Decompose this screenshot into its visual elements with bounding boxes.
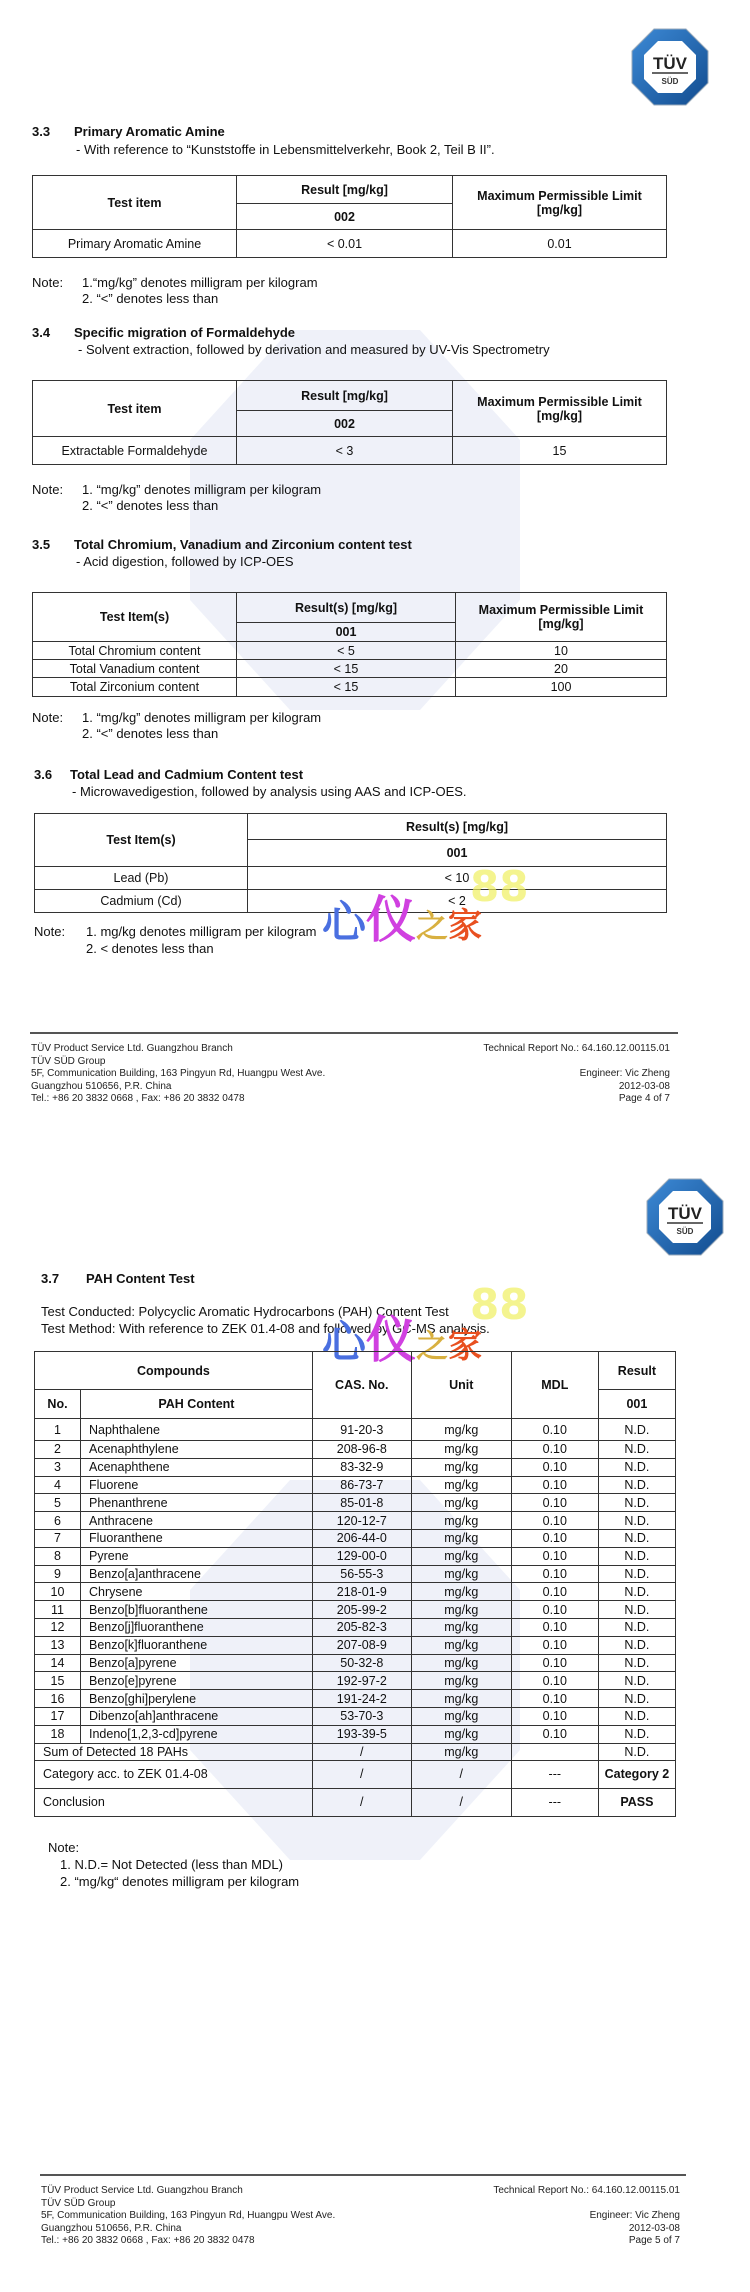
tuv-sud-logo bbox=[630, 27, 710, 107]
cell-result: < 15 bbox=[237, 660, 456, 678]
cell-mdl bbox=[511, 1743, 598, 1760]
cell-result: N.D. bbox=[598, 1636, 675, 1654]
cell-compound: Acenaphthylene bbox=[81, 1441, 313, 1459]
cell-mdl: 0.10 bbox=[511, 1583, 598, 1601]
section-title: PAH Content Test bbox=[86, 1271, 195, 1286]
header-limit: Maximum Permissible Limit [mg/kg] bbox=[456, 593, 667, 642]
test-conducted: Test Conducted: Polycyclic Aromatic Hydrocarbons (PAH) Content Test bbox=[41, 1304, 449, 1319]
table-row bbox=[33, 660, 667, 678]
cell-unit: mg/kg bbox=[411, 1512, 511, 1530]
cell-mdl: 0.10 bbox=[511, 1441, 598, 1459]
header-limit: Maximum Permissible Limit [mg/kg] bbox=[453, 176, 667, 230]
cell-no: 16 bbox=[35, 1690, 81, 1708]
cell-item: Total Chromium content bbox=[33, 642, 237, 660]
table-row bbox=[35, 1512, 676, 1530]
footer-phone: Tel.: +86 20 3832 0668 , Fax: +86 20 3832 0478 bbox=[31, 1093, 245, 1104]
cell-label: Category acc. to ZEK 01.4-08 bbox=[35, 1760, 313, 1788]
table-row bbox=[35, 1419, 676, 1441]
page-number: Page 5 of 7 bbox=[628, 2235, 680, 2246]
table-row bbox=[33, 437, 667, 465]
cell-cas: 86-73-7 bbox=[312, 1476, 411, 1494]
cell-label: Conclusion bbox=[35, 1788, 313, 1816]
table-row bbox=[35, 1690, 676, 1708]
cell-unit: mg/kg bbox=[411, 1565, 511, 1583]
section-3-6-subtitle: - Microwavedigestion, followed by analysis using AAS and ICP-OES. bbox=[72, 784, 467, 799]
cell-item: Total Zirconium content bbox=[33, 678, 237, 697]
note-label: Note: bbox=[34, 924, 66, 939]
section-title: Total Lead and Cadmium Content test bbox=[70, 767, 304, 782]
table-row bbox=[35, 1725, 676, 1743]
header-sample-id: 001 bbox=[598, 1390, 675, 1419]
header-result: Result bbox=[598, 1352, 675, 1390]
cell-limit: 10 bbox=[456, 642, 667, 660]
section-number: 3.5 bbox=[32, 537, 51, 552]
site-watermark bbox=[322, 880, 482, 952]
note-item: 2. “<” denotes less than bbox=[82, 726, 219, 741]
note-item: 2. “<” denotes less than bbox=[82, 291, 219, 306]
page-number: Page 4 of 7 bbox=[618, 1093, 670, 1104]
header-test-item: Test Item(s) bbox=[35, 814, 248, 867]
cell-result: Category 2 bbox=[598, 1760, 675, 1788]
section-3-5-subtitle: - Acid digestion, followed by ICP-OES bbox=[76, 554, 294, 569]
header-sample-id: 002 bbox=[237, 204, 453, 230]
cell-result: PASS bbox=[598, 1788, 675, 1816]
header-mdl: MDL bbox=[511, 1352, 598, 1419]
cell-mdl: 0.10 bbox=[511, 1476, 598, 1494]
table-row bbox=[35, 1476, 676, 1494]
cell-no: 18 bbox=[35, 1725, 81, 1743]
cell-unit: mg/kg bbox=[411, 1419, 511, 1441]
cell-cas: 120-12-7 bbox=[312, 1512, 411, 1530]
cell-cas: 85-01-8 bbox=[312, 1494, 411, 1512]
footer-city: Guangzhou 510656, P.R. China bbox=[41, 2222, 182, 2234]
cell-mdl: 0.10 bbox=[511, 1601, 598, 1619]
cell-no: 8 bbox=[35, 1547, 81, 1565]
note-label: Note: bbox=[48, 1840, 80, 1855]
cell-unit: mg/kg bbox=[411, 1654, 511, 1672]
footer-report-info bbox=[493, 2185, 680, 2248]
cell-result: < 15 bbox=[237, 678, 456, 697]
watermark-char: 仪 bbox=[366, 891, 416, 949]
report-number: Technical Report No.: 64.160.12.00115.01 bbox=[483, 1043, 670, 1054]
cell-mdl: 0.10 bbox=[511, 1547, 598, 1565]
cell-compound: Anthracene bbox=[81, 1512, 313, 1530]
cell-mdl: 0.10 bbox=[511, 1707, 598, 1725]
table-row bbox=[35, 1494, 676, 1512]
report-date: 2012-03-08 bbox=[628, 2222, 680, 2234]
header-result: Result [mg/kg] bbox=[237, 176, 453, 204]
cell-mdl: 0.10 bbox=[511, 1419, 598, 1441]
cell-no: 12 bbox=[35, 1618, 81, 1636]
cell-unit: mg/kg bbox=[411, 1583, 511, 1601]
section-number: 3.7 bbox=[41, 1271, 60, 1286]
test-method: Test Method: With reference to ZEK 01.4-08 and followed by GC-MS analysis. bbox=[41, 1321, 490, 1336]
header-test-item: Test Item(s) bbox=[33, 593, 237, 642]
cell-cas: 205-99-2 bbox=[312, 1601, 411, 1619]
note-item: 2. “mg/kg“ denotes milligram per kilogram bbox=[60, 1874, 300, 1889]
section-3-4-subtitle: - Solvent extraction, followed by derivation and measured by UV-Vis Spectrometry bbox=[78, 342, 550, 357]
section-3-3-heading bbox=[32, 124, 225, 139]
cell-result: < 3 bbox=[237, 437, 453, 465]
cell-compound: Phenanthrene bbox=[81, 1494, 313, 1512]
note-item: 1. “mg/kg” denotes milligram per kilogram bbox=[82, 482, 322, 497]
cell-no: 9 bbox=[35, 1565, 81, 1583]
cell-cas: 193-39-5 bbox=[312, 1725, 411, 1743]
section-number: 3.4 bbox=[32, 325, 51, 340]
cell-result: N.D. bbox=[598, 1476, 675, 1494]
cell-no: 10 bbox=[35, 1583, 81, 1601]
section-3-5-heading bbox=[32, 537, 412, 552]
section-3-3-subtitle: - With reference to “Kunststoffe in Lebensmittelverkehr, Book 2, Teil B II”. bbox=[76, 142, 495, 157]
table-row bbox=[35, 1458, 676, 1476]
cell-unit: mg/kg bbox=[411, 1707, 511, 1725]
cell-compound: Naphthalene bbox=[81, 1419, 313, 1441]
summary-row bbox=[35, 1788, 676, 1816]
watermark-char: 心 bbox=[322, 897, 366, 948]
cell-no: 7 bbox=[35, 1529, 81, 1547]
cell-unit: / bbox=[411, 1788, 511, 1816]
note-item: 1. mg/kg denotes milligram per kilogram bbox=[86, 924, 317, 939]
cell-unit: mg/kg bbox=[411, 1672, 511, 1690]
cell-compound: Acenaphthene bbox=[81, 1458, 313, 1476]
header-result: Result(s) [mg/kg] bbox=[237, 593, 456, 623]
cell-compound: Indeno[1,2,3-cd]pyrene bbox=[81, 1725, 313, 1743]
note-item: 1.“mg/kg” denotes milligram per kilogram bbox=[82, 275, 318, 290]
cell-result: N.D. bbox=[598, 1654, 675, 1672]
svg-text:SÜD: SÜD bbox=[661, 77, 679, 86]
cell-result: < 2 bbox=[248, 890, 667, 913]
cell-cas: 83-32-9 bbox=[312, 1458, 411, 1476]
cell-unit: mg/kg bbox=[411, 1690, 511, 1708]
cell-mdl: --- bbox=[511, 1788, 598, 1816]
cell-item: Total Vanadium content bbox=[33, 660, 237, 678]
cell-compound: Pyrene bbox=[81, 1547, 313, 1565]
cell-compound: Chrysene bbox=[81, 1583, 313, 1601]
footer-street: 5F, Communication Building, 163 Pingyun Rd, Huangpu West Ave. bbox=[31, 1068, 326, 1079]
cell-result: N.D. bbox=[598, 1707, 675, 1725]
cell-result: N.D. bbox=[598, 1547, 675, 1565]
table-row bbox=[35, 1636, 676, 1654]
cell-item: Cadmium (Cd) bbox=[35, 890, 248, 913]
header-sample-id: 001 bbox=[237, 623, 456, 642]
cell-no: 14 bbox=[35, 1654, 81, 1672]
cell-result: N.D. bbox=[598, 1583, 675, 1601]
cell-result: N.D. bbox=[598, 1512, 675, 1530]
cell-no: 2 bbox=[35, 1441, 81, 1459]
header-cas: CAS. No. bbox=[312, 1352, 411, 1419]
header-sample-id: 001 bbox=[248, 840, 667, 867]
note-label: Note: bbox=[32, 275, 64, 290]
tuv-sud-logo bbox=[645, 1177, 725, 1257]
table-row bbox=[35, 1601, 676, 1619]
footer-address bbox=[41, 2185, 335, 2248]
table-pah-content bbox=[34, 1351, 676, 1817]
footer-city: Guangzhou 510656, P.R. China bbox=[31, 1080, 172, 1092]
header-pah-content: PAH Content bbox=[81, 1390, 313, 1419]
watermark-char: 家 bbox=[448, 1326, 483, 1366]
cell-no: 13 bbox=[35, 1636, 81, 1654]
cell-mdl: 0.10 bbox=[511, 1565, 598, 1583]
table-chromium-vanadium-zirconium bbox=[32, 592, 667, 697]
note-label: Note: bbox=[32, 710, 64, 725]
watermark-char: 心 bbox=[322, 1317, 366, 1368]
cell-cas: 208-96-8 bbox=[312, 1441, 411, 1459]
svg-text:TÜV: TÜV bbox=[653, 54, 687, 73]
cell-mdl: 0.10 bbox=[511, 1512, 598, 1530]
cell-cas: 218-01-9 bbox=[312, 1583, 411, 1601]
table-row bbox=[33, 230, 667, 258]
cell-result: N.D. bbox=[598, 1494, 675, 1512]
cell-compound: Benzo[a]anthracene bbox=[81, 1565, 313, 1583]
cell-mdl: 0.10 bbox=[511, 1654, 598, 1672]
cell-unit: mg/kg bbox=[411, 1618, 511, 1636]
cell-cas: 50-32-8 bbox=[312, 1654, 411, 1672]
section-number: 3.6 bbox=[34, 767, 53, 782]
section-title: Primary Aromatic Amine bbox=[74, 124, 225, 139]
cell-compound: Benzo[b]fluoranthene bbox=[81, 1601, 313, 1619]
note-item: 1. N.D.= Not Detected (less than MDL) bbox=[60, 1857, 283, 1872]
cell-label: Sum of Detected 18 PAHs bbox=[35, 1743, 313, 1760]
footer-phone: Tel.: +86 20 3832 0668 , Fax: +86 20 3832 0478 bbox=[41, 2235, 255, 2246]
cell-cas: 206-44-0 bbox=[312, 1529, 411, 1547]
table-primary-aromatic-amine bbox=[32, 175, 667, 258]
footer-divider bbox=[40, 2174, 686, 2176]
table-row bbox=[35, 1547, 676, 1565]
cell-result: N.D. bbox=[598, 1618, 675, 1636]
cell-cas: 91-20-3 bbox=[312, 1419, 411, 1441]
section-3-7-heading bbox=[41, 1271, 195, 1286]
engineer: Engineer: Vic Zheng bbox=[579, 1068, 670, 1079]
cell-mdl: --- bbox=[511, 1760, 598, 1788]
cell-no: 1 bbox=[35, 1419, 81, 1441]
table-row bbox=[33, 678, 667, 697]
note-item: 2. < denotes less than bbox=[86, 941, 214, 956]
cell-cas: 53-70-3 bbox=[312, 1707, 411, 1725]
cell-unit: mg/kg bbox=[411, 1494, 511, 1512]
report-date: 2012-03-08 bbox=[618, 1080, 670, 1092]
cell-mdl: 0.10 bbox=[511, 1636, 598, 1654]
table-row bbox=[35, 1618, 676, 1636]
cell-no: 15 bbox=[35, 1672, 81, 1690]
note-item: 1. “mg/kg” denotes milligram per kilogram bbox=[82, 710, 322, 725]
table-row bbox=[35, 1654, 676, 1672]
header-unit: Unit bbox=[411, 1352, 511, 1419]
cell-item: Primary Aromatic Amine bbox=[33, 230, 237, 258]
footer-report-info bbox=[483, 1043, 670, 1106]
table-row bbox=[35, 1672, 676, 1690]
cell-mdl: 0.10 bbox=[511, 1725, 598, 1743]
summary-row bbox=[35, 1743, 676, 1760]
footer-street: 5F, Communication Building, 163 Pingyun Rd, Huangpu West Ave. bbox=[41, 2210, 336, 2221]
header-compounds: Compounds bbox=[35, 1352, 313, 1390]
cell-compound: Benzo[k]fluoranthene bbox=[81, 1636, 313, 1654]
cell-unit: mg/kg bbox=[411, 1725, 511, 1743]
cell-compound: Fluorene bbox=[81, 1476, 313, 1494]
footer-group: TÜV SÜD Group bbox=[31, 1055, 106, 1067]
cell-cas: / bbox=[312, 1788, 411, 1816]
cell-result: < 0.01 bbox=[237, 230, 453, 258]
cell-cas: 129-00-0 bbox=[312, 1547, 411, 1565]
cell-no: 4 bbox=[35, 1476, 81, 1494]
cell-cas: / bbox=[312, 1743, 411, 1760]
watermark-char: 家 bbox=[448, 906, 483, 946]
header-test-item: Test item bbox=[33, 176, 237, 230]
cell-cas: 205-82-3 bbox=[312, 1618, 411, 1636]
table-formaldehyde bbox=[32, 380, 667, 465]
cell-compound: Dibenzo[ah]anthracene bbox=[81, 1707, 313, 1725]
cell-cas: 191-24-2 bbox=[312, 1690, 411, 1708]
header-result: Result(s) [mg/kg] bbox=[248, 814, 667, 840]
footer-company: TÜV Product Service Ltd. Guangzhou Branch bbox=[41, 2185, 243, 2196]
cell-cas: 207-08-9 bbox=[312, 1636, 411, 1654]
cell-limit: 100 bbox=[456, 678, 667, 697]
cell-limit: 20 bbox=[456, 660, 667, 678]
summary-row bbox=[35, 1760, 676, 1788]
cell-unit: mg/kg bbox=[411, 1636, 511, 1654]
engineer: Engineer: Vic Zheng bbox=[589, 2210, 680, 2221]
report-number: Technical Report No.: 64.160.12.00115.01 bbox=[493, 2185, 680, 2196]
section-title: Specific migration of Formaldehyde bbox=[74, 325, 296, 340]
footer-divider bbox=[30, 1032, 678, 1034]
cell-compound: Benzo[e]pyrene bbox=[81, 1672, 313, 1690]
table-row bbox=[35, 1583, 676, 1601]
watermark-digits: 88 bbox=[470, 1280, 529, 1329]
watermark-char: 仪 bbox=[366, 1311, 416, 1369]
cell-result: N.D. bbox=[598, 1529, 675, 1547]
cell-item: Lead (Pb) bbox=[35, 867, 248, 890]
header-sample-id: 002 bbox=[237, 411, 453, 437]
header-test-item: Test item bbox=[33, 381, 237, 437]
header-result: Result [mg/kg] bbox=[237, 381, 453, 411]
cell-mdl: 0.10 bbox=[511, 1672, 598, 1690]
section-title: Total Chromium, Vanadium and Zirconium content test bbox=[74, 537, 412, 552]
cell-unit: / bbox=[411, 1760, 511, 1788]
cell-result: N.D. bbox=[598, 1743, 675, 1760]
cell-mdl: 0.10 bbox=[511, 1494, 598, 1512]
cell-limit: 15 bbox=[453, 437, 667, 465]
cell-unit: mg/kg bbox=[411, 1743, 511, 1760]
cell-result: N.D. bbox=[598, 1601, 675, 1619]
cell-item: Extractable Formaldehyde bbox=[33, 437, 237, 465]
cell-result: N.D. bbox=[598, 1565, 675, 1583]
footer-company: TÜV Product Service Ltd. Guangzhou Branch bbox=[31, 1043, 233, 1054]
cell-cas: 192-97-2 bbox=[312, 1672, 411, 1690]
section-number: 3.3 bbox=[32, 124, 51, 139]
cell-mdl: 0.10 bbox=[511, 1690, 598, 1708]
cell-compound: Benzo[ghi]perylene bbox=[81, 1690, 313, 1708]
cell-no: 17 bbox=[35, 1707, 81, 1725]
note-item: 2. “<” denotes less than bbox=[82, 498, 219, 513]
cell-unit: mg/kg bbox=[411, 1601, 511, 1619]
cell-compound: Benzo[j]fluoranthene bbox=[81, 1618, 313, 1636]
cell-unit: mg/kg bbox=[411, 1458, 511, 1476]
svg-text:TÜV: TÜV bbox=[668, 1204, 702, 1223]
table-row bbox=[33, 642, 667, 660]
cell-no: 11 bbox=[35, 1601, 81, 1619]
cell-result: N.D. bbox=[598, 1458, 675, 1476]
cell-compound: Benzo[a]pyrene bbox=[81, 1654, 313, 1672]
cell-result: N.D. bbox=[598, 1419, 675, 1441]
cell-result: N.D. bbox=[598, 1441, 675, 1459]
cell-limit: 0.01 bbox=[453, 230, 667, 258]
cell-no: 6 bbox=[35, 1512, 81, 1530]
header-limit: Maximum Permissible Limit [mg/kg] bbox=[453, 381, 667, 437]
cell-unit: mg/kg bbox=[411, 1441, 511, 1459]
svg-text:SÜD: SÜD bbox=[676, 1227, 694, 1236]
table-row bbox=[35, 1707, 676, 1725]
footer-address bbox=[31, 1043, 325, 1106]
cell-compound: Fluoranthene bbox=[81, 1529, 313, 1547]
note-label: Note: bbox=[32, 482, 64, 497]
watermark-char: 之 bbox=[416, 1327, 449, 1365]
cell-result: < 10 bbox=[248, 867, 667, 890]
cell-no: 5 bbox=[35, 1494, 81, 1512]
table-row bbox=[35, 1529, 676, 1547]
cell-no: 3 bbox=[35, 1458, 81, 1476]
table-row bbox=[35, 1441, 676, 1459]
footer-group: TÜV SÜD Group bbox=[41, 2197, 116, 2209]
section-3-4-heading bbox=[32, 325, 295, 340]
cell-mdl: 0.10 bbox=[511, 1529, 598, 1547]
cell-result: N.D. bbox=[598, 1672, 675, 1690]
cell-unit: mg/kg bbox=[411, 1529, 511, 1547]
cell-result: N.D. bbox=[598, 1725, 675, 1743]
watermark-digits: 88 bbox=[470, 862, 529, 911]
header-no: No. bbox=[35, 1390, 81, 1419]
cell-cas: 56-55-3 bbox=[312, 1565, 411, 1583]
cell-result: N.D. bbox=[598, 1690, 675, 1708]
table-row bbox=[35, 1565, 676, 1583]
cell-unit: mg/kg bbox=[411, 1476, 511, 1494]
cell-unit: mg/kg bbox=[411, 1547, 511, 1565]
cell-mdl: 0.10 bbox=[511, 1618, 598, 1636]
cell-cas: / bbox=[312, 1760, 411, 1788]
cell-result: < 5 bbox=[237, 642, 456, 660]
cell-mdl: 0.10 bbox=[511, 1458, 598, 1476]
section-3-6-heading bbox=[34, 767, 303, 782]
watermark-char: 之 bbox=[416, 907, 449, 945]
